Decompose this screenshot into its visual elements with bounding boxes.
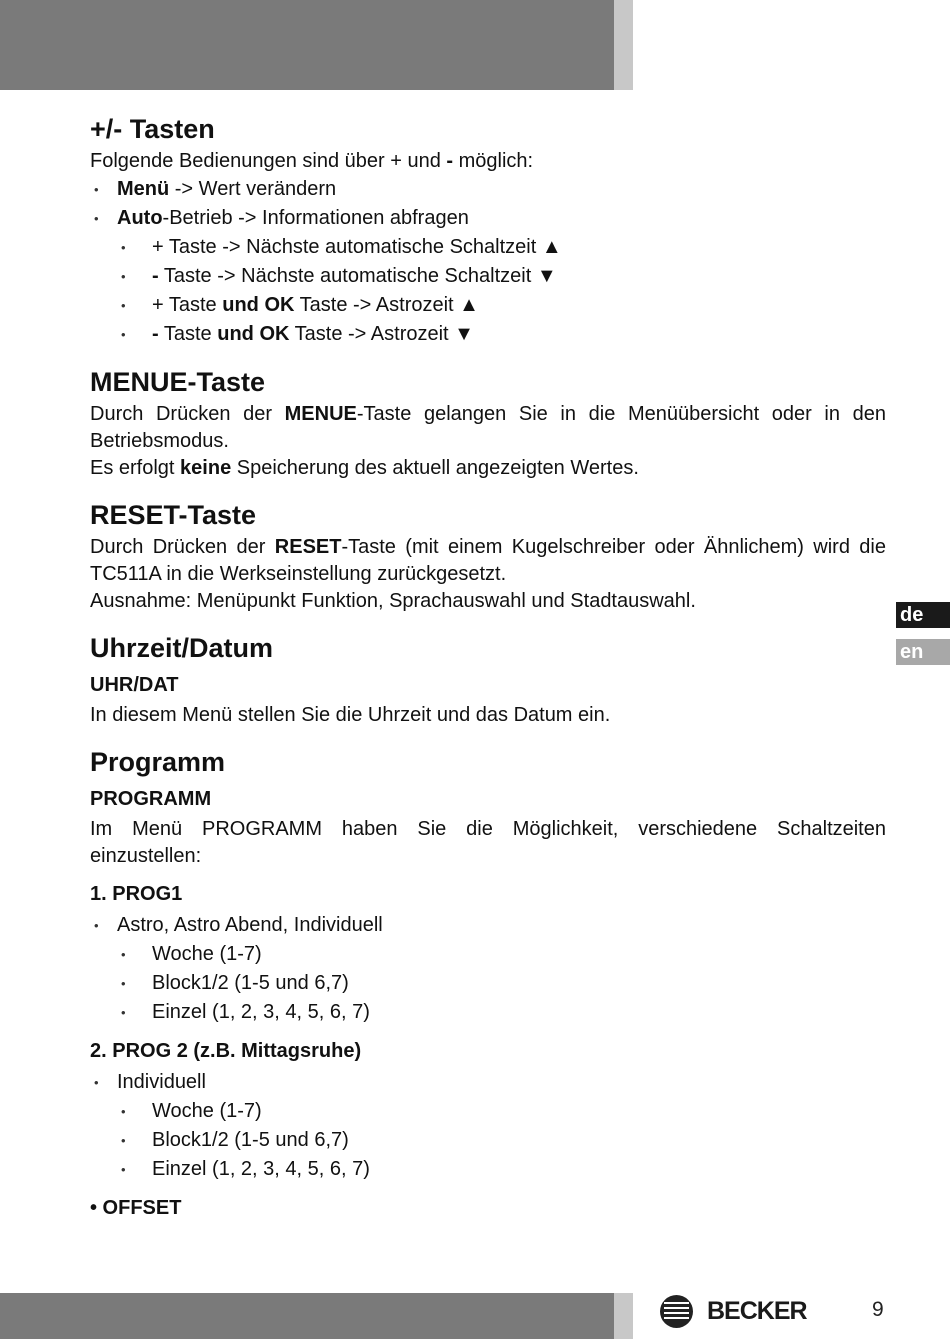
list-item: • Menü -> Wert verändern (90, 175, 886, 204)
section-title-reset: RESET-Taste (90, 500, 257, 530)
menue-paragraph-1: Durch Drücken der MENUE-Taste gelangen Sie in die Menüübersicht oder in den Betriebsmodus. (90, 403, 886, 452)
reset-paragraph-1: Durch Drücken der RESET-Taste (mit einem Kugelschreiber oder Ähnlichem) wird die TC511A in die Werkseinstellung zurückgesetzt. (90, 536, 886, 585)
list-subitem: • Woche (1-7) (90, 940, 886, 969)
list-subitem: • Block1/2 (1-5 und 6,7) (90, 969, 886, 998)
list-subitem: • + Taste -> Nächste automatische Schaltzeit ▲ (90, 233, 886, 262)
top-header-bar-edge (614, 0, 633, 90)
list-item: • Individuell (90, 1068, 886, 1097)
section-title-programm: Programm (90, 747, 226, 777)
programm-text: Im Menü PROGRAMM haben Sie die Möglichkeit, verschiedene Schaltzeiten einzustellen: (90, 818, 886, 867)
list-subitem: • + Taste und OK Taste -> Astrozeit ▲ (90, 291, 886, 320)
prog1-label: 1. PROG1 (90, 883, 183, 905)
tasten-intro: Folgende Bedienungen sind über + und - möglich: (90, 150, 534, 172)
menue-paragraph-2: Es erfolgt keine Speicherung des aktuell angezeigten Wertes. (90, 457, 639, 479)
section-title-menue: MENUE-Taste (90, 367, 266, 397)
language-tab-de[interactable]: de (896, 602, 950, 628)
list-subitem: • - Taste und OK Taste -> Astrozeit ▼ (90, 320, 886, 349)
section-title-uhrzeit: Uhrzeit/Datum (90, 633, 274, 663)
footer-bar (0, 1293, 614, 1339)
prog1-list (90, 911, 886, 1027)
page-number: 9 (872, 1298, 884, 1321)
list-item: • Auto-Betrieb -> Informationen abfragen (90, 204, 886, 233)
tasten-list (90, 175, 886, 349)
footer-bar-edge (614, 1293, 633, 1339)
list-subitem: • Einzel (1, 2, 3, 4, 5, 6, 7) (90, 998, 886, 1027)
list-subitem: • - Taste -> Nächste automatische Schaltzeit ▼ (90, 262, 886, 291)
prog2-label: 2. PROG 2 (z.B. Mittagsruhe) (90, 1040, 362, 1062)
language-tab-en[interactable]: en (896, 639, 950, 665)
uhrzeit-text: In diesem Menü stellen Sie die Uhrzeit und das Datum ein. (90, 704, 611, 726)
offset-label: • OFFSET (90, 1197, 182, 1219)
reset-paragraph-2: Ausnahme: Menüpunkt Funktion, Sprachauswahl und Stadtauswahl. (90, 590, 696, 612)
brand-name: BECKER (707, 1296, 807, 1325)
programm-menu-label: PROGRAMM (90, 788, 212, 810)
top-header-bar (0, 0, 614, 90)
list-subitem: • Woche (1-7) (90, 1097, 886, 1126)
becker-logo-icon (660, 1295, 693, 1328)
uhrzeit-menu-label: UHR/DAT (90, 674, 179, 696)
list-subitem: • Einzel (1, 2, 3, 4, 5, 6, 7) (90, 1155, 886, 1184)
page-content (90, 110, 886, 1225)
prog2-list (90, 1068, 886, 1184)
section-title-tasten: +/- Tasten (90, 114, 215, 144)
list-item: • Astro, Astro Abend, Individuell (90, 911, 886, 940)
becker-logo (660, 1293, 807, 1329)
list-subitem: • Block1/2 (1-5 und 6,7) (90, 1126, 886, 1155)
